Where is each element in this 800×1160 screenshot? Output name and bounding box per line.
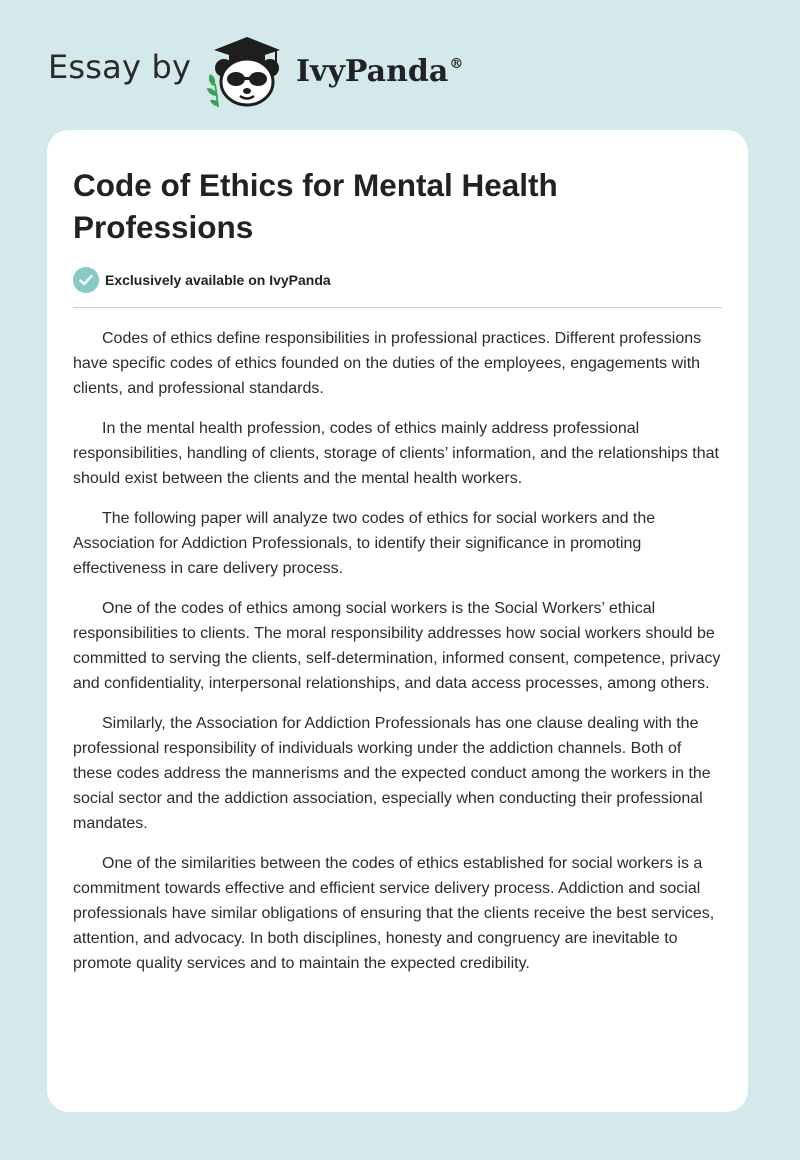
panda-graduate-icon [204,34,290,110]
brand-name[interactable] [296,54,463,89]
exclusive-badge-text: Exclusively available on IvyPanda [105,272,331,288]
divider [73,307,722,308]
paragraph: Codes of ethics define responsibilities in professional practices. Different professions have specific codes of ethics founded on the duties of the employees, engagements with clients, and professional standards. [73,330,702,397]
registered-mark: ® [449,56,464,72]
paragraph: One of the codes of ethics among social workers is the Social Workers’ ethical responsibilities to clients. The moral responsibility addresses how social workers should be committed to serving the clients, self-determination, informed consent, competence, privacy and confidentiality, interpersonal relationships, and data access processes, among others. [73,600,721,692]
essay-card [47,130,748,1112]
check-circle-icon [73,267,99,293]
paragraph: In the mental health profession, codes of ethics mainly address professional responsibilities, handling of clients, storage of clients’ information, and the relationships that should exist between the clients and the mental health workers. [73,420,719,487]
paragraph: Similarly, the Association for Addiction Professionals has one clause dealing with the professional responsibility of individuals working under the addiction channels. Both of these codes address the mannerisms and the expected conduct among the workers in the social sector and the addiction association, especially when conducting their professional mandates. [73,715,711,832]
site-header [48,34,508,110]
paragraph: The following paper will analyze two codes of ethics for social workers and the Association for Addiction Professionals, to identify their significance in promoting effectiveness in care delivery process. [73,510,656,577]
page-title: Code of Ethics for Mental Health Professions [73,167,558,245]
essay-by-label: Essay by [48,48,192,86]
exclusive-badge [73,266,722,294]
essay-body [73,326,722,976]
brand-name-text: IvyPanda [296,54,449,89]
paragraph: One of the similarities between the codes of ethics established for social workers is a commitment towards effective and efficient service delivery process. Addiction and social professionals have similar obligations of ensuring that the clients receive the best services, attention, and advocacy. In both disciplines, honesty and congruency are inevitable to promote quality services and to maintain the expected credibility. [73,855,715,972]
